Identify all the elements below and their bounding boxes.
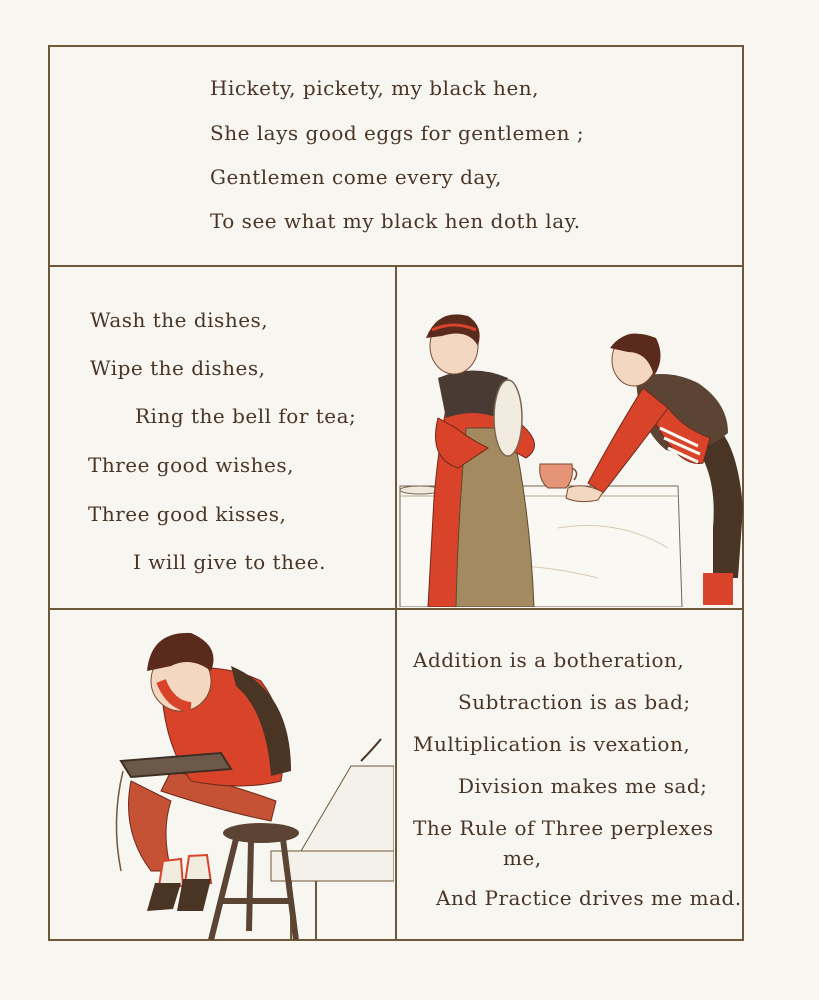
poem-line: Division makes me sad; <box>458 774 708 798</box>
poem-line: Three good kisses, <box>88 502 287 526</box>
poem-line: me, <box>503 846 542 870</box>
poem-line: Multiplication is vexation, <box>413 732 691 756</box>
poem-line: Gentlemen come every day, <box>210 165 502 189</box>
poem-line: To see what my black hen doth lay. <box>210 209 581 233</box>
schoolboy-illustration <box>51 611 394 940</box>
dishes-illustration <box>398 268 743 607</box>
poem-line: Wash the dishes, <box>90 308 269 332</box>
poem-line: And Practice drives me mad. <box>436 886 742 910</box>
poem-line: The Rule of Three perplexes <box>413 816 714 840</box>
poem-line: Wipe the dishes, <box>90 356 266 380</box>
poem-line: She lays good eggs for gentlemen ; <box>210 121 585 145</box>
poem-line: Addition is a botheration, <box>413 648 685 672</box>
poem-line: Subtraction is as bad; <box>458 690 691 714</box>
poem-line: Hickety, pickety, my black hen, <box>210 76 540 100</box>
divider-vertical <box>395 265 397 941</box>
poem-line: I will give to thee. <box>133 550 326 574</box>
poem-line: Three good wishes, <box>88 453 294 477</box>
poem-line: Ring the bell for tea; <box>135 404 357 428</box>
